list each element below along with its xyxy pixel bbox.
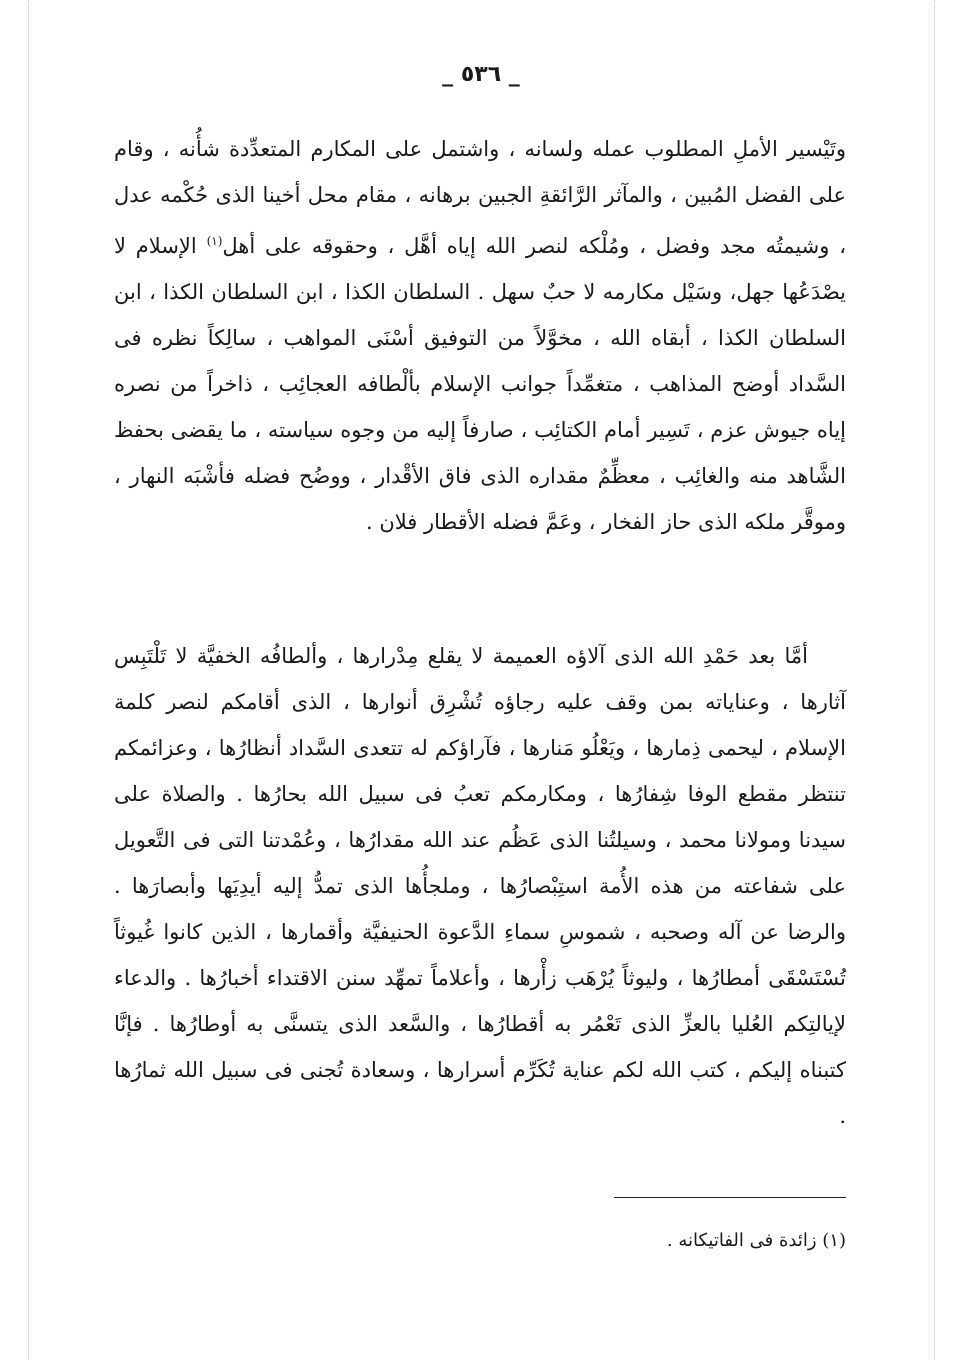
footnote-reference: (١) xyxy=(206,234,223,248)
scan-edge-right xyxy=(934,0,935,1360)
paragraph-1 xyxy=(114,126,846,545)
page-number: _ ٥٣٦ _ xyxy=(442,62,520,87)
footnote-text: (١) زائدة فى الفاتيكانه . xyxy=(666,1230,846,1251)
paragraph-2: أمَّا بعد حَمْدِ الله الذى آلاؤه العميمة لا يقلع مِدْرارها ، وألطافُه الخفيَّة لا تَلْتَبِس آثارها ، وعناياته بمن وقف عليه رجاؤه تُشْرِق أنوارها ، الذى أقامكم لنصر كلمة الإسلام ، ليحمى ذِمارها ، ويَعْلُو مَنارها ، فآراؤكم له تتعدى السَّداد أنظارُها ، وعزائمكم تنتظر مقطع الوفا شِفارُها ، ومكارمكم تعبُ فى سبيل الله بحارُها . والصلاة على سيدنا ومولانا محمد ، وسيلتُنا الذى عَظُم عند الله مقدارُها ، وعُمْدتنا التى فى التَّعويل على شفاعته من هذه الأُمة استِبْصارُها ، وملجأُها الذى تمدُّ إليه أيدِيَها وأبصارَها . والرضا عن آله وصحبه ، شموسِ سماءِ الدَّعوة الحنيفيَّة وأقمارها ، الذين كانوا غُيوثاً تُسْتَسْقَى أمطارُها ، وليوثاً يُرْهَب زأْرها ، وأعلاماً تمهِّد سنن الاقتداء أخبارُها . والدعاء لإيالتِكم العُليا بالعزِّ الذى تَعْمُر به أقطارُها ، والسَّعد الذى يتسنَّى به أوطارُها . فإنَّا كتبناه إليكم ، كتب الله لكم عناية تُكَرِّم أسرارها ، وسعادة تُجنى فى سبيل الله ثمارُها . xyxy=(114,644,846,1128)
paragraph-1-part-a: وتَيْسير الأملِ المطلوب عمله ولسانه ، واشتمل على المكارم المتعدِّدة شأُنه ، وقام على الفضل المُبين ، والمآثر الرَّائقةِ الجبين برهانه ، مقام محل أخينا الذى حُكْمه عدل ، وشيمتُه مجد وفضل ، ومُلْكه لنصر الله إياه أهَّل ، وحقوقه على أهل xyxy=(114,137,846,258)
paragraph-1-part-b: الإسلام لا يصْدَعُها جهل، وسَيْل مكارمه لا حبٌ سهل . السلطان الكذا ، ابن السلطان الكذا ، ابن السلطان الكذا ، أبقاه الله ، مخوَّلاً من التوفيق أسْنَى المواهب ، سالِكاً نظره فى السَّداد أوضح المذاهب ، متغمِّداً جوانب الإسلام بألْطافه العجائِب ، ذاخراً من نصره إياه جيوش عزم ، تَسِير أمام الكتائِب ، صارفاً إليه من وجوه سياسته ، ما يقضى بحفظ الشَّاهد منه والغائِب ، معظِّمٌ مقداره الذى فاق الأقْدار ، ووضُح فضله فأشْبَه النهار ، وموقَّر ملكه الذى حاز الفخار ، وعَمَّ فضله الأقطار فلان . xyxy=(114,234,846,534)
scan-edge-left xyxy=(28,0,29,1360)
footnote-divider xyxy=(614,1197,846,1198)
